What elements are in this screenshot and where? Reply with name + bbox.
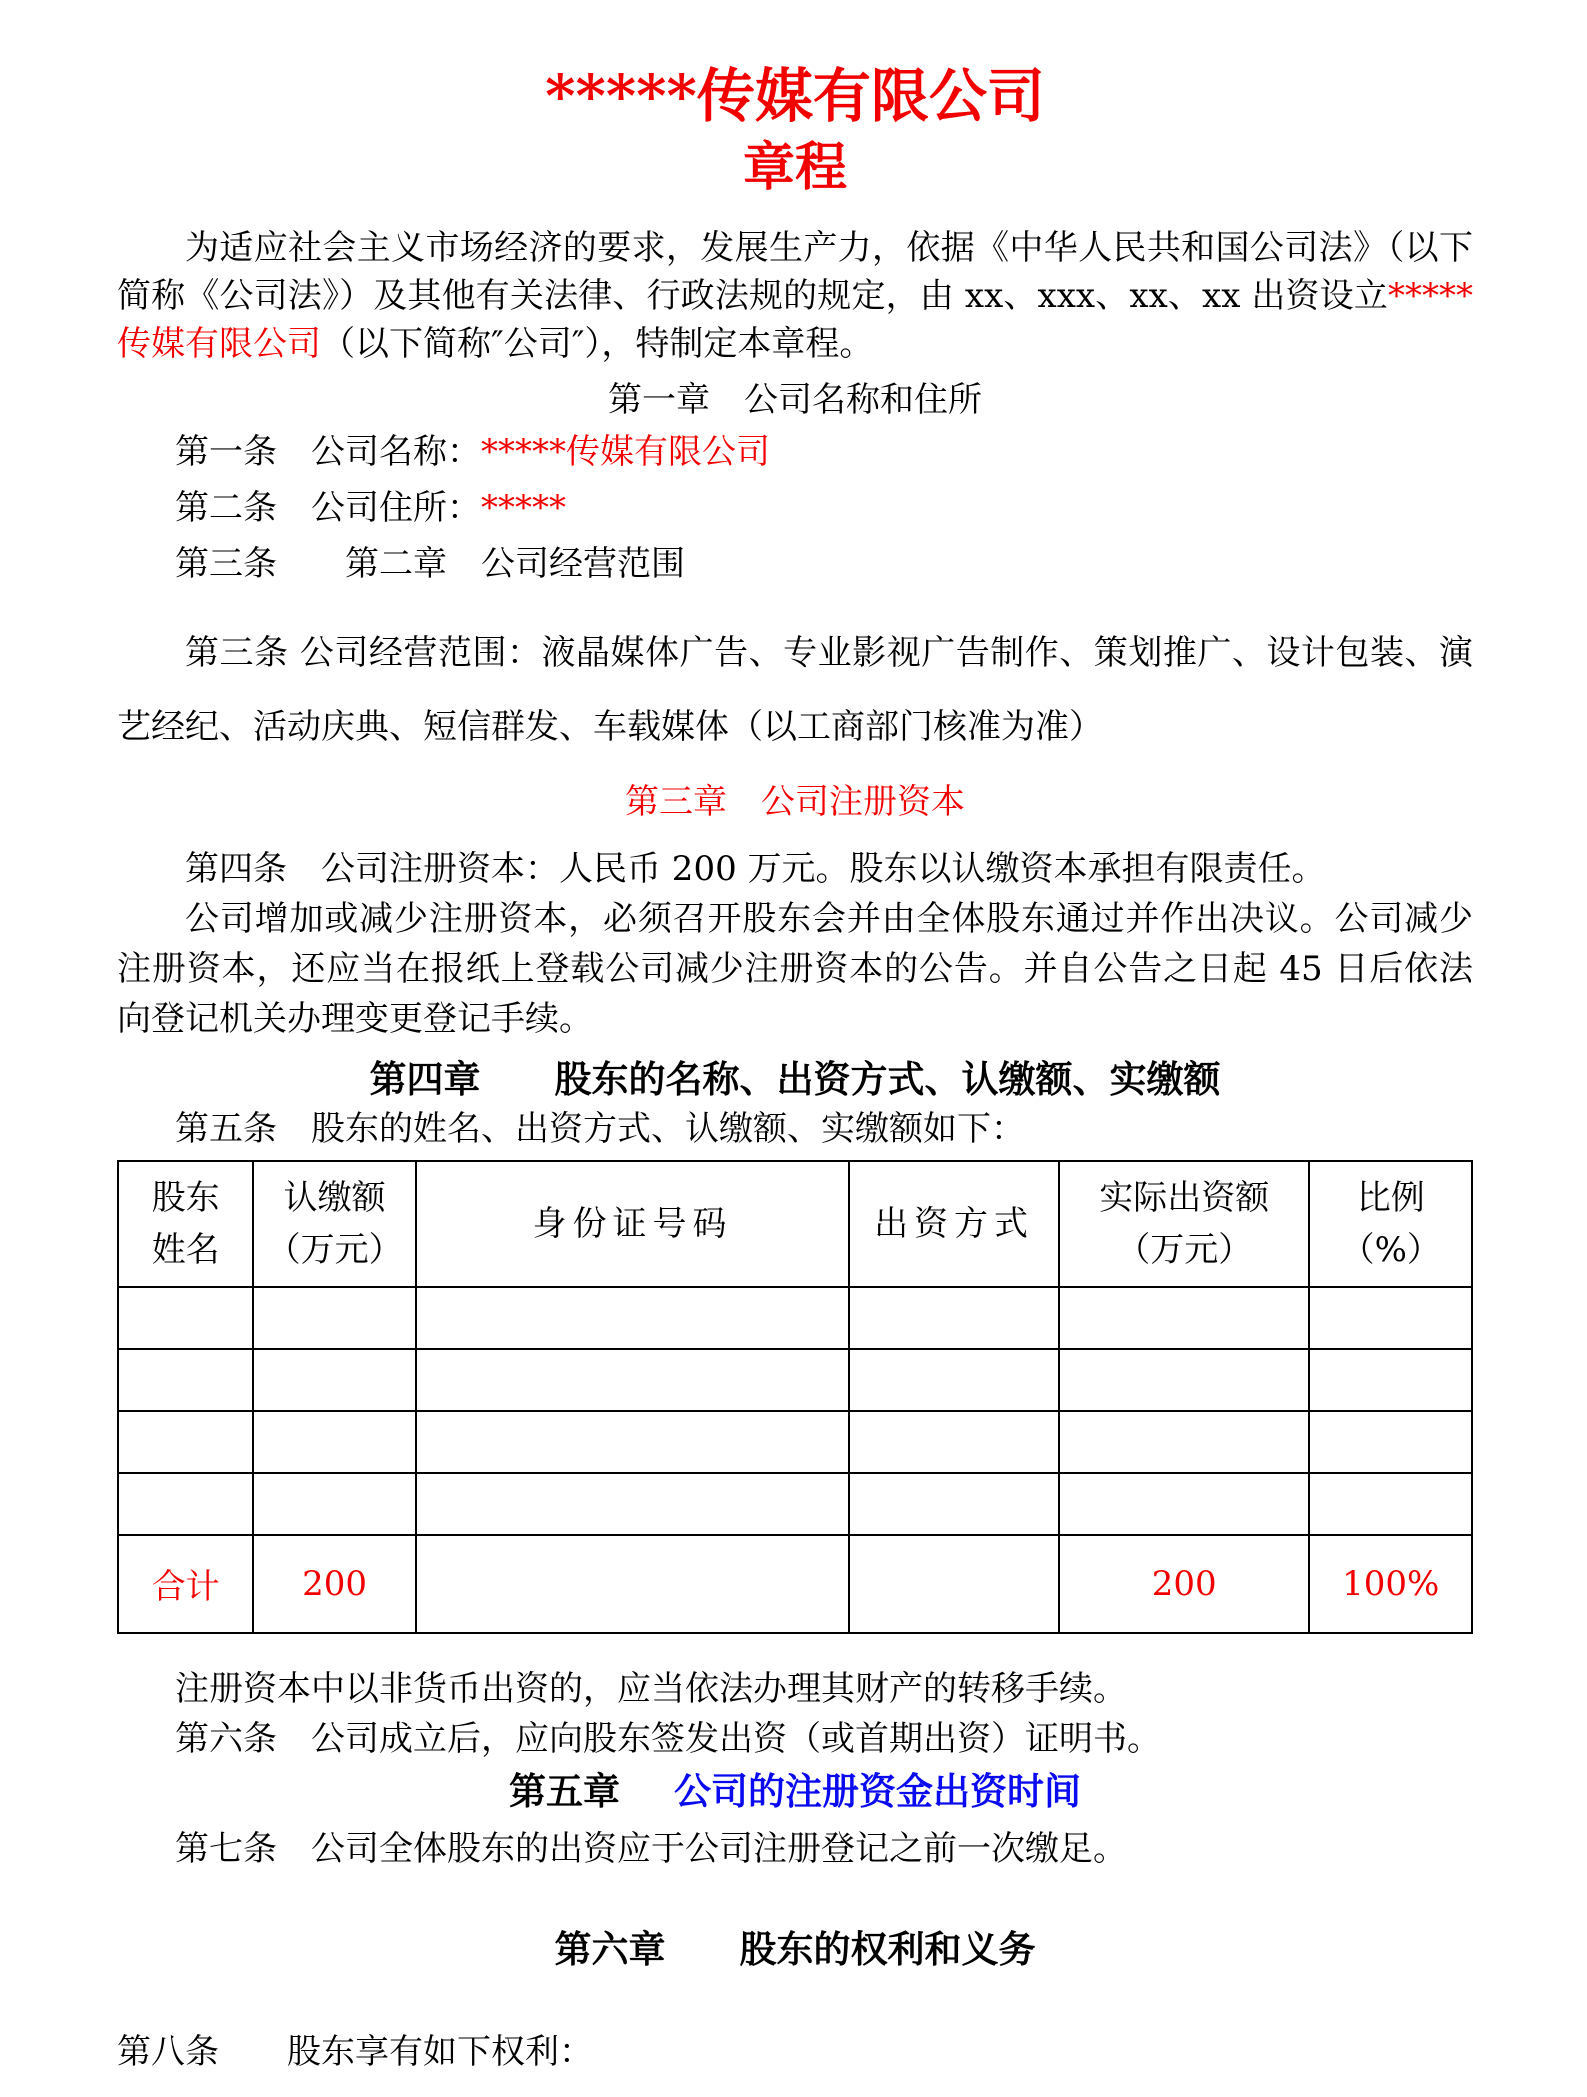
table-empty-cell (118, 1473, 253, 1535)
shareholder-table-head (118, 1161, 1472, 1287)
table-empty-row (118, 1349, 1472, 1411)
table-empty-cell (416, 1473, 849, 1535)
table-header-row (118, 1161, 1472, 1287)
table-empty-cell (118, 1349, 253, 1411)
table-empty-cell (416, 1287, 849, 1349)
table-empty-cell (416, 1411, 849, 1473)
table-empty-cell (1309, 1473, 1472, 1535)
table-empty-cell (1309, 1287, 1472, 1349)
chapter5-title: 公司的注册资金出资时间 (674, 1768, 1081, 1813)
col-header-subscribed-amount: 认缴额 （万元） (253, 1161, 415, 1287)
shareholder-table-empty-rows (118, 1287, 1472, 1535)
table-empty-cell (253, 1411, 415, 1473)
article8-line: 第八条 股东享有如下权利： (117, 2031, 593, 2072)
table-empty-cell (253, 1287, 415, 1349)
table-empty-cell (1059, 1411, 1309, 1473)
article1-company-name: *****传媒有限公司 (481, 431, 770, 472)
chapter3-heading: 第三章 公司注册资本 (625, 781, 965, 822)
article2-label: 第二条 公司住所： (175, 487, 481, 528)
table-empty-row (118, 1473, 1472, 1535)
shareholder-table-total-section (118, 1535, 1472, 1633)
table-empty-cell (849, 1473, 1059, 1535)
table-empty-cell (1059, 1349, 1309, 1411)
document-subtitle: 章程 (742, 136, 847, 198)
article3-line: 第三条 第二章 公司经营范围 (175, 543, 685, 584)
table-empty-cell (253, 1473, 415, 1535)
intro-paragraph (117, 224, 1473, 368)
chapter1-heading: 第一章 公司名称和住所 (608, 379, 982, 420)
article5-line: 第五条 股东的姓名、出资方式、认缴额、实缴额如下： (175, 1108, 1025, 1149)
col-header-contribution-method: 出资方式 (849, 1161, 1059, 1287)
table-total-row (118, 1535, 1472, 1633)
chapter5-number: 第五章 (509, 1768, 620, 1813)
article1-line (117, 424, 1473, 480)
total-method-cell (849, 1535, 1059, 1633)
table-empty-row (118, 1287, 1472, 1349)
total-ratio-cell: 100% (1309, 1535, 1472, 1633)
table-empty-cell (1309, 1349, 1472, 1411)
col-header-ratio: 比例 （%） (1309, 1161, 1472, 1287)
table-empty-cell (849, 1349, 1059, 1411)
table-empty-cell (118, 1411, 253, 1473)
total-id-number-cell (416, 1535, 849, 1633)
table-empty-cell (118, 1287, 253, 1349)
table-empty-row (118, 1411, 1472, 1473)
non-monetary-note-line: 注册资本中以非货币出资的，应当依法办理其财产的转移手续。 (175, 1668, 1127, 1709)
table-empty-cell (849, 1411, 1059, 1473)
table-empty-cell (849, 1287, 1059, 1349)
chapter6-heading: 第六章 股东的权利和义务 (554, 1926, 1036, 1971)
table-empty-cell (1059, 1473, 1309, 1535)
intro-company-name: *****传媒有限公司 (117, 275, 1473, 364)
table-empty-cell (1059, 1287, 1309, 1349)
total-label-cell: 合计 (118, 1535, 253, 1633)
col-header-shareholder-name: 股东 姓名 (118, 1161, 253, 1287)
shareholder-table (117, 1160, 1473, 1634)
table-empty-cell (1309, 1411, 1472, 1473)
intro-text-1: 为适应社会主义市场经济的要求，发展生产力，依据《中华人民共和国公司法》（以下简称《公司法》）及其他有关法律、行政法规的规定，由 xx、xxx、xx、xx 出资设立 (117, 227, 1473, 316)
article2-address-value: ***** (481, 487, 566, 528)
article4-paragraph-1: 第四条 公司注册资本：人民币 200 万元。股东以认缴资本承担有限责任。 (185, 848, 1326, 889)
table-empty-cell (253, 1349, 415, 1411)
article1-label: 第一条 公司名称： (175, 431, 481, 472)
article7-line: 第七条 公司全体股东的出资应于公司注册登记之前一次缴足。 (175, 1828, 1127, 1869)
col-header-id-number: 身份证号码 (416, 1161, 849, 1287)
document-title: *****传媒有限公司 (545, 62, 1045, 130)
total-subscribed-cell: 200 (253, 1535, 415, 1633)
col-header-actual-amount: 实际出资额 （万元） (1059, 1161, 1309, 1287)
chapter5-heading (117, 1766, 1473, 1816)
intro-text-2: （以下简称″公司″），特制定本章程。 (321, 323, 874, 364)
article2-line (117, 480, 1473, 536)
business-scope-paragraph: 第三条 公司经营范围：液晶媒体广告、专业影视广告制作、策划推广、设计包装、演艺经纪、活动庆典、短信群发、车载媒体（以工商部门核准为准） (117, 632, 1473, 747)
article6-line: 第六条 公司成立后，应向股东签发出资（或首期出资）证明书。 (175, 1718, 1161, 1759)
table-empty-cell (416, 1349, 849, 1411)
chapter4-heading: 第四章 股东的名称、出资方式、认缴额、实缴额 (369, 1056, 1221, 1101)
total-actual-cell: 200 (1059, 1535, 1309, 1633)
article4-paragraph-2: 公司增加或减少注册资本，必须召开股东会并由全体股东通过并作出决议。公司减少注册资本，还应当在报纸上登载公司减少注册资本的公告。并自公告之日起 45 日后依法向登记机关办理变更登记手续。 (117, 898, 1473, 1039)
